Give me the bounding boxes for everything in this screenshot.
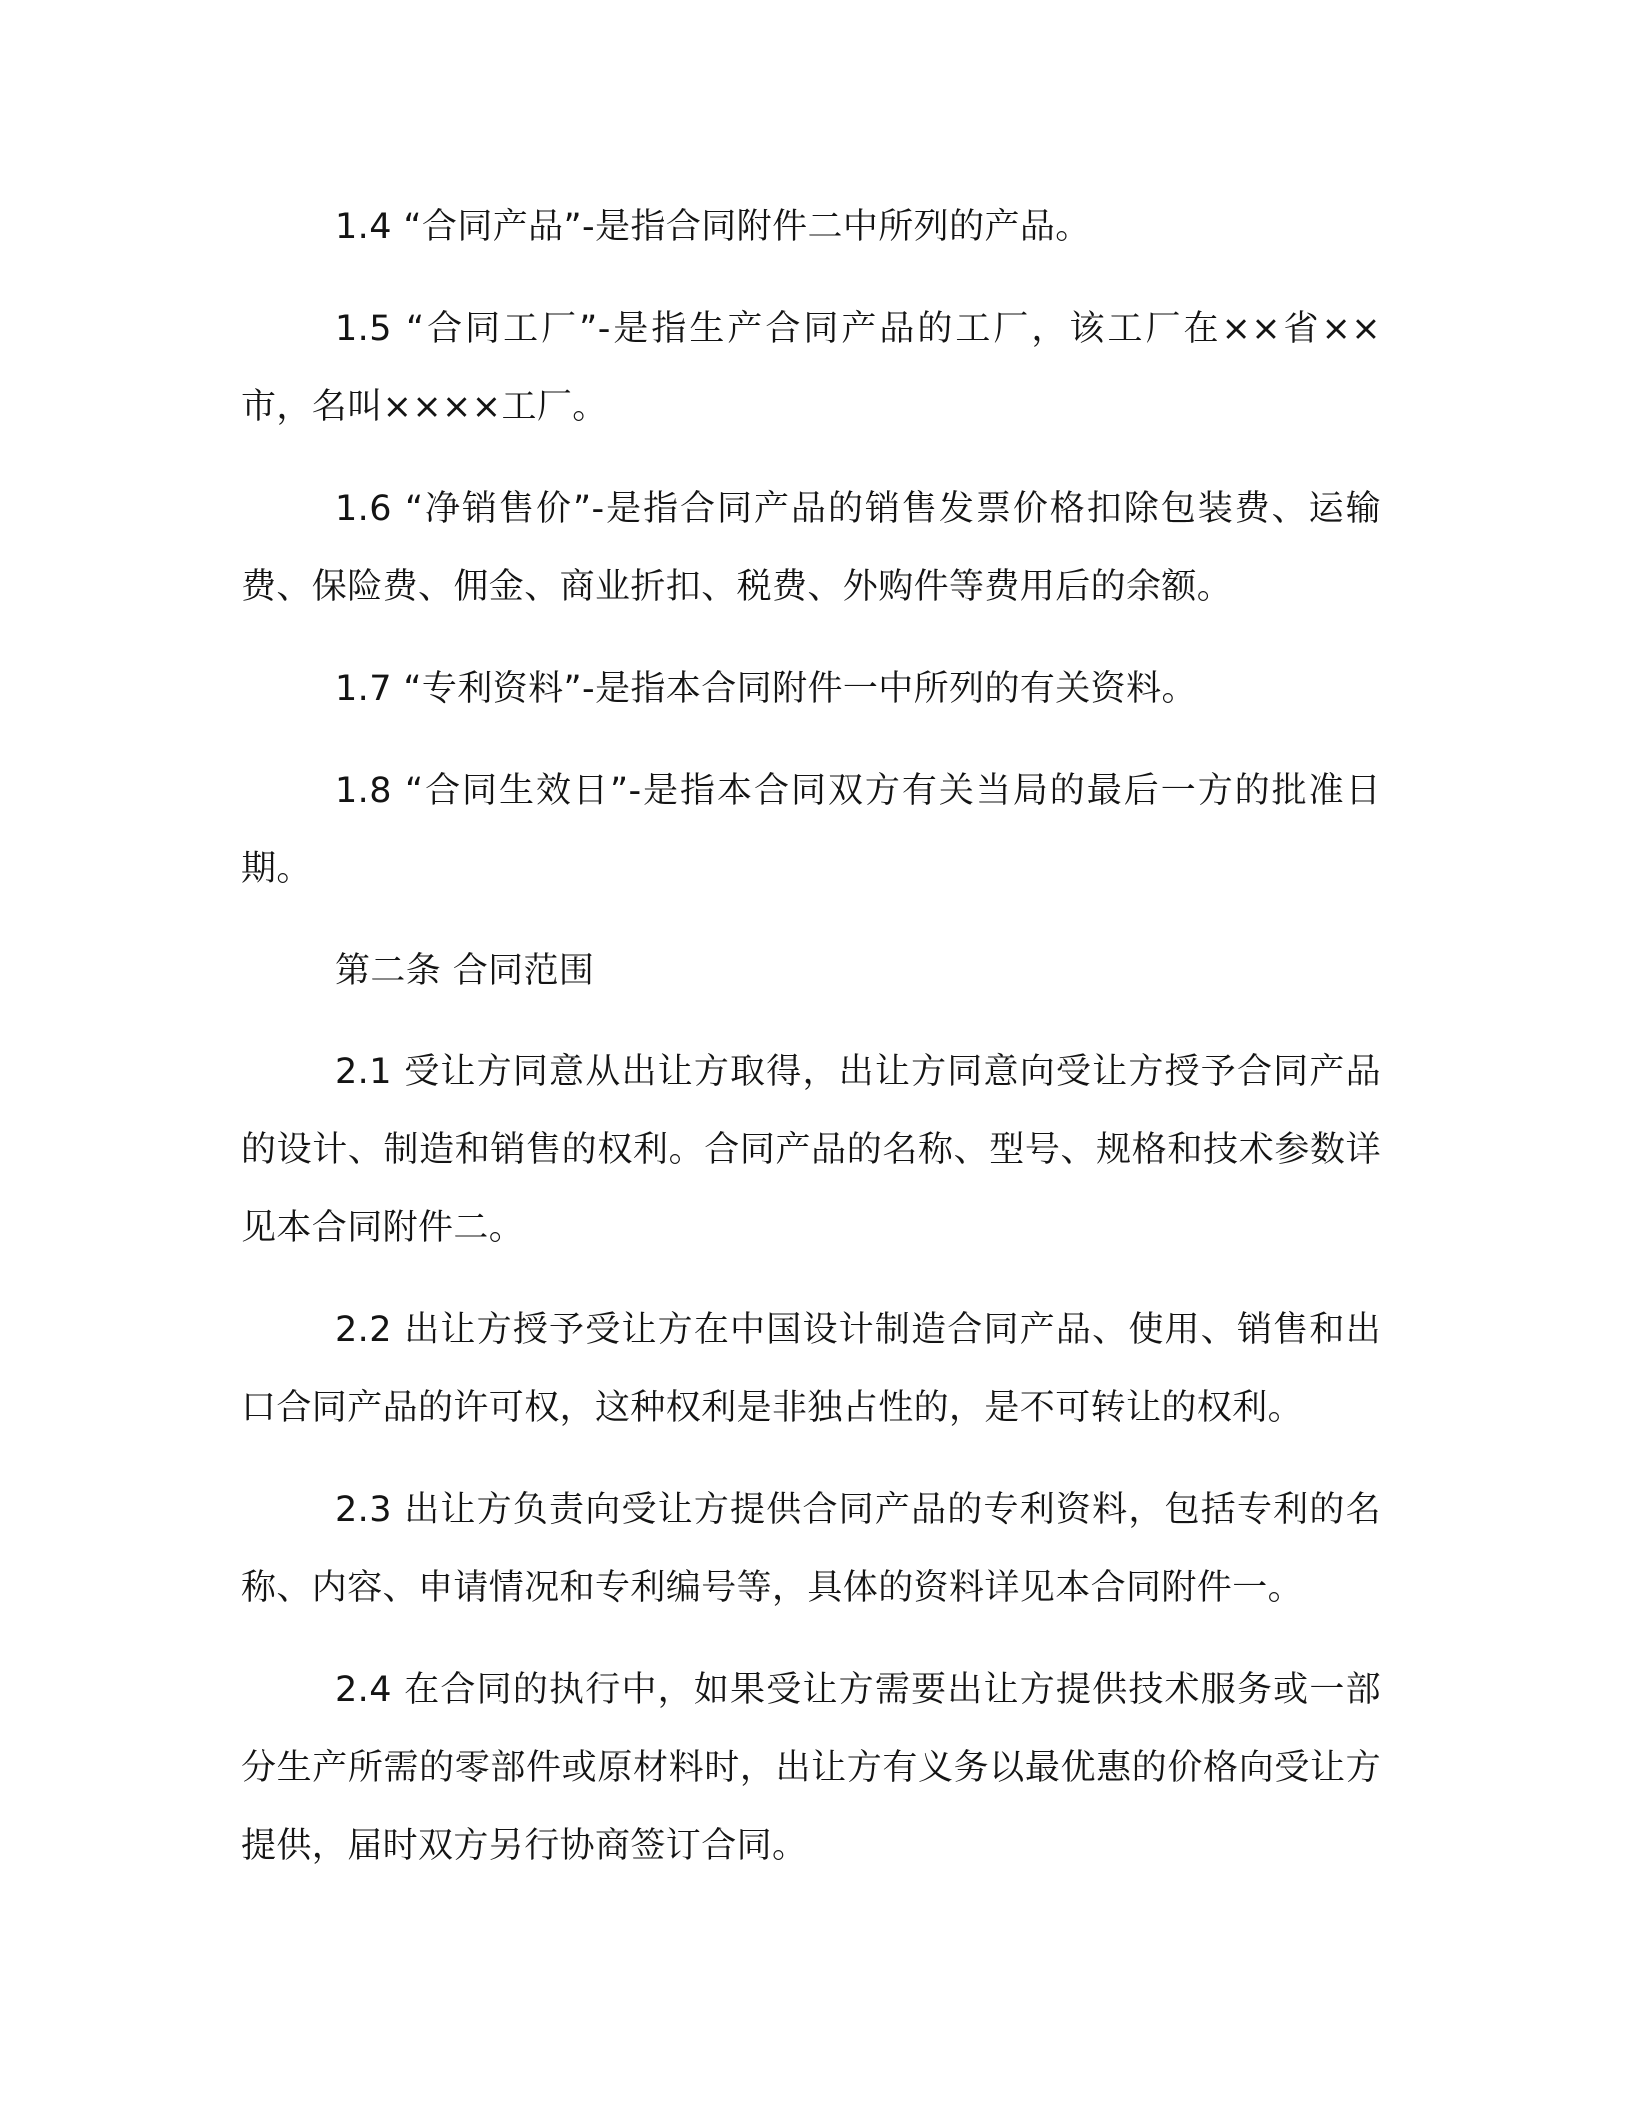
article-2-heading: 第二条 合同范围 bbox=[335, 951, 595, 991]
definition-1-5: 1.5 “合同工厂”-是指生产合同产品的工厂，该工厂在××省××市，名叫××××工厂。 bbox=[241, 309, 1381, 427]
clause-2-1: 2.1 受让方同意从出让方取得，出让方同意向受让方授予合同产品的设计、制造和销售的权利。合同产品的名称、型号、规格和技术参数详见本合同附件二。 bbox=[241, 1052, 1381, 1248]
definition-1-7: 1.7 “专利资料”-是指本合同附件一中所列的有关资料。 bbox=[335, 669, 1197, 709]
document-body bbox=[241, 188, 1381, 1909]
clause-2-4: 2.4 在合同的执行中，如果受让方需要出让方提供技术服务或一部分生产所需的零部件或原材料时，出让方有义务以最优惠的价格向受让方提供，届时双方另行协商签订合同。 bbox=[241, 1670, 1381, 1866]
clause-2-2: 2.2 出让方授予受让方在中国设计制造合同产品、使用、销售和出口合同产品的许可权，这种权利是非独占性的，是不可转让的权利。 bbox=[241, 1310, 1381, 1428]
definition-1-8: 1.8 “合同生效日”-是指本合同双方有关当局的最后一方的批准日期。 bbox=[241, 771, 1381, 889]
definition-1-4: 1.4 “合同产品”-是指合同附件二中所列的产品。 bbox=[335, 207, 1091, 247]
clause-2-3: 2.3 出让方负责向受让方提供合同产品的专利资料，包括专利的名称、内容、申请情况和专利编号等，具体的资料详见本合同附件一。 bbox=[241, 1490, 1381, 1608]
definition-1-6: 1.6 “净销售价”-是指合同产品的销售发票价格扣除包装费、运输费、保险费、佣金、商业折扣、税费、外购件等费用后的余额。 bbox=[241, 489, 1381, 607]
